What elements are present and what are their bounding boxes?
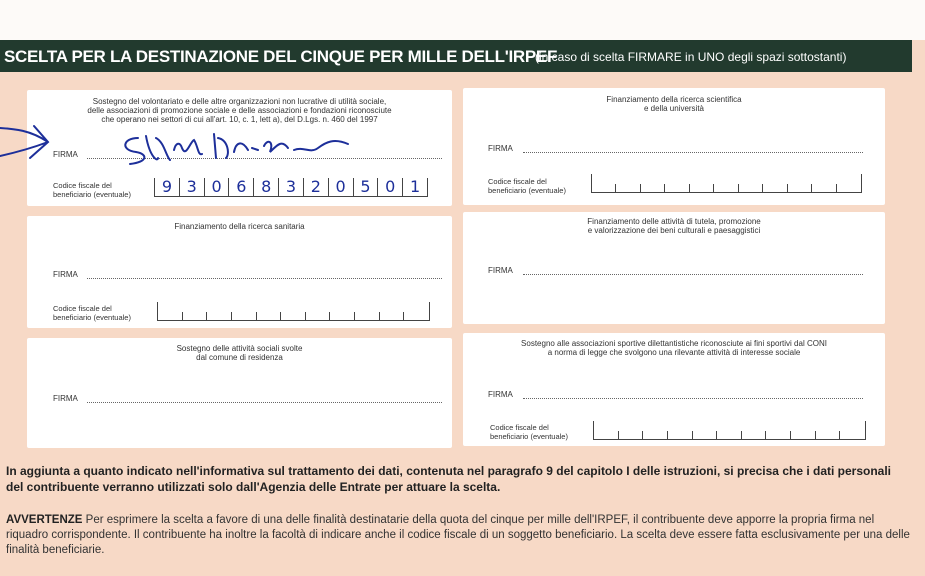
signature-line[interactable]	[87, 278, 442, 279]
box-ricerca-scientifica	[463, 88, 885, 205]
cf-digit: 0	[378, 178, 403, 196]
firma-label: FIRMA	[53, 150, 78, 159]
cf-label: Codice fiscale del beneficiario (eventuale)	[53, 181, 131, 199]
cf-label: Codice fiscale del beneficiario (eventuale)	[53, 304, 131, 322]
warning-note	[6, 513, 911, 558]
firma-label: FIRMA	[488, 144, 513, 153]
warning-text: Per esprimere la scelta a favore di una delle finalità destinatarie della quota del cinque per mille dell'IRPEF, il contribuente deve apporre la propria firma nel riquadro corrispondente. Il contribuente ha inoltre la facoltà di indicare anche il codice fiscale di un soggetto beneficiario. La scelta deve essere fatta esclusivamente per una delle finalità beneficiarie.	[6, 514, 910, 556]
cf-digit: 8	[254, 178, 279, 196]
box-title: Sostegno delle attività sociali svolte dal comune di residenza	[176, 344, 303, 362]
warning-label: AVVERTENZE	[6, 514, 83, 526]
box-title: Sostegno alle associazioni sportive dilettantistiche riconosciute ai fini sportivi dal CONI a norma di legge che svolgono una rilevante attività di interesse sociale	[521, 339, 827, 357]
firma-label: FIRMA	[53, 394, 78, 403]
cf-label: Codice fiscale del beneficiario (eventuale)	[488, 177, 566, 195]
box-associazioni-sportive	[463, 333, 885, 446]
firma-label: FIRMA	[488, 266, 513, 275]
signature-line[interactable]	[523, 274, 863, 275]
box-beni-culturali	[463, 212, 885, 324]
cf-digit: 0	[205, 178, 230, 196]
cf-label: Codice fiscale del beneficiario (eventuale)	[490, 423, 568, 441]
cf-digit: 0	[329, 178, 354, 196]
signature-line[interactable]	[87, 402, 442, 403]
page-top-margin	[0, 0, 925, 40]
box-title: Sostegno del volontariato e delle altre organizzazioni non lucrative di utilità sociale, delle associazioni di promozione sociale e delle associazioni e fondazioni riconosciute che operano nei settori di cui all'art. 10, c. 1, lett a), del D.Lgs. n. 460 del 1997	[87, 97, 392, 124]
handwritten-signature	[118, 128, 378, 168]
box-title: Finanziamento della ricerca scientifica e della università	[606, 95, 742, 113]
signature-line[interactable]	[523, 398, 863, 399]
firma-label: FIRMA	[488, 390, 513, 399]
box-ricerca-sanitaria	[27, 216, 452, 328]
section-subtitle: (in caso di scelta FIRMARE in UNO degli spazi sottostanti)	[535, 50, 847, 64]
section-title: SCELTA PER LA DESTINAZIONE DEL CINQUE PER MILLE DELL'IRPEF	[4, 47, 558, 66]
cf-input[interactable]	[154, 178, 428, 197]
handwritten-arrow-icon	[0, 120, 60, 170]
cf-digit: 2	[304, 178, 329, 196]
privacy-note: In aggiunta a quanto indicato nell'informativa sul trattamento dei dati, contenuta nel paragrafo 9 del capitolo I delle istruzioni, si precisa che i dati personali del contribuente verranno utilizzati solo dall'Agenzia delle Entrate per attuare la scelta.	[6, 464, 892, 494]
signature-line[interactable]	[523, 152, 863, 153]
firma-label: FIRMA	[53, 270, 78, 279]
cf-digit: 1	[403, 178, 428, 196]
box-title: Finanziamento delle attività di tutela, promozione e valorizzazione dei beni culturali e paesaggistici	[587, 217, 761, 235]
cf-digit: 3	[279, 178, 304, 196]
box-comune-residenza	[27, 338, 452, 448]
box-title: Finanziamento della ricerca sanitaria	[174, 222, 305, 231]
cf-digit: 9	[155, 178, 180, 196]
cf-digit: 5	[354, 178, 379, 196]
cf-digit: 6	[229, 178, 254, 196]
cf-digit: 3	[180, 178, 205, 196]
cf-input[interactable]	[593, 421, 866, 440]
cf-input[interactable]	[157, 302, 430, 321]
cf-input[interactable]	[591, 174, 862, 193]
section-header	[0, 40, 912, 72]
